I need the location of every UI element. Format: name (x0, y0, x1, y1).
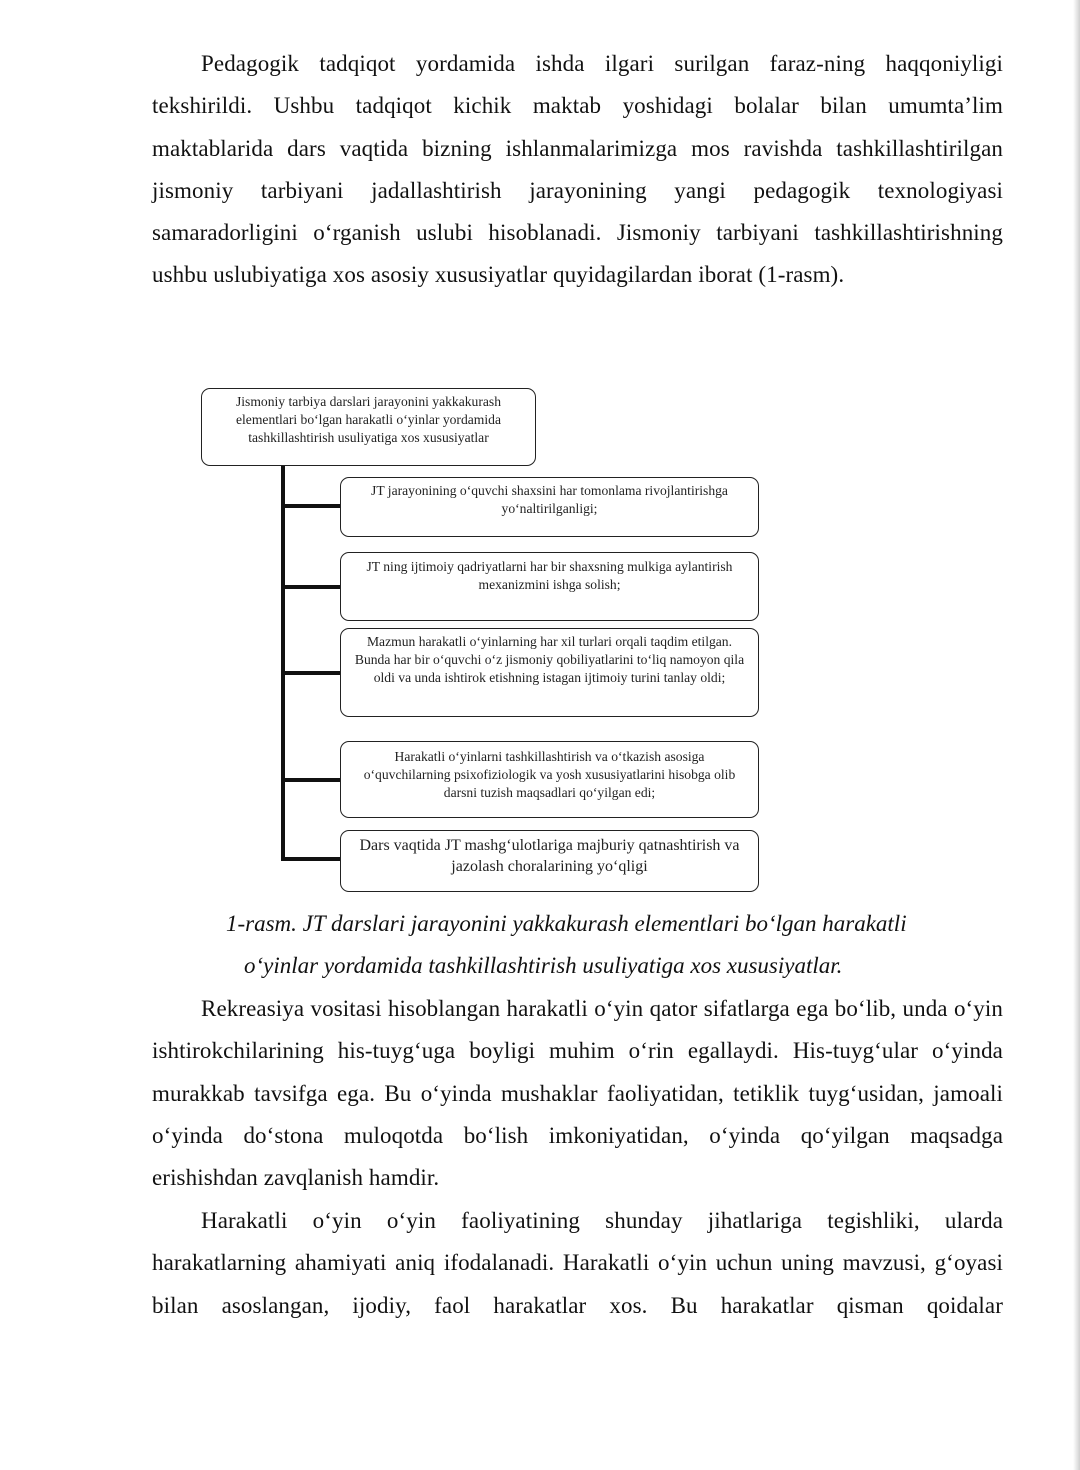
connector-branch-3 (281, 671, 341, 675)
connector-vertical (281, 466, 285, 860)
diagram-item-box-2: JT ning ijtimoiy qadriyatlarni har bir shaxsning mulkiga aylantirish mexanizmini ishga solish; (340, 552, 759, 621)
paragraph-recreation: Rekreasiya vositasi hisoblangan harakatli o‘yin qator sifatlarga ega bo‘lib, unda o‘yin ishtirokchilarining his-tuyg‘uga boyligi muhim o‘rin egallaydi. His-tuyg‘ular o‘yinda murakkab tavsifga ega. Bu o‘yinda mushaklar faoliyatidan, tetiklik tuyg‘usidan, jamoali o‘yinda do‘stona muloqotda bo‘lish imkoniyatidan, o‘yinda qo‘yilgan maqsadga erishishdan zavqlanish hamdir. (152, 996, 1003, 1191)
diagram-item-box-1: JT jarayonining o‘quvchi shaxsini har tomonlama rivojlantirishga yo‘naltirilganligi; (340, 477, 759, 537)
diagram-root-box: Jismoniy tarbiya darslari jarayonini yakkakurash elementlari bo‘lgan harakatli o‘yinlar yordamida tashkillashtirish usuliyatiga xos xususiyatlar (201, 388, 536, 466)
diagram-item-box-4: Harakatli o‘yinlarni tashkillashtirish va o‘tkazish asosiga o‘quvchilarning psixofiziologik va yosh xususiyatlarini hisobga olib darsni tuzish maqsadlari qo‘yilgan edi; (340, 741, 759, 818)
connector-branch-4 (281, 778, 341, 782)
page-edge (1073, 0, 1080, 1470)
paragraph-movement-games: Harakatli o‘yin o‘yin faoliyatining shunday jihatlariga tegishliki, ularda harakatlarning ahamiyati aniq ifodalanadi. Harakatli o‘yin uchun uning mavzusi, g‘oyasi bilan asoslangan, ijodiy, faol harakatlar xos. Bu harakatlar qisman qoidalar (152, 1208, 1003, 1318)
diagram-item-box-3: Mazmun harakatli o‘yinlarning har xil turlari orqali taqdim etilgan. Bunda har bir o‘quvchi o‘z jismoniy qobiliyatlarini to‘liq namoyon qila oldi va unda ishtirok etishning istagan ijtimoiy turini tanlay oldi; (340, 628, 759, 717)
connector-branch-2 (281, 585, 341, 589)
diagram-item-box-5: Dars vaqtida JT mashg‘ulotlariga majburiy qatnashtirish va jazolash choralarining yo‘qligi (340, 830, 759, 892)
figure-caption-line-1: 1-rasm. JT darslari jarayonini yakkakurash elementlari bo‘lgan harakatli (226, 911, 907, 936)
figure-caption-line-2: o‘yinlar yordamida tashkillashtirish usuliyatiga xos xususiyatlar. (244, 953, 843, 978)
paragraph-intro: Pedagogik tadqiqot yordamida ishda ilgari surilgan faraz-ning haqqoniyligi tekshirildi. Ushbu tadqiqot kichik maktab yoshidagi bolalar bilan umumta’lim maktablarida dars vaqtida bizning ishlanmalarimizga mos ravishda tashkillashtirilgan jismoniy tarbiyani jadallashtirish jarayonining yangi pedagogik texnologiyasi samaradorligini o‘rganish uslubi hisoblanadi. Jismoniy tarbiyani tashkillashtirishning ushbu uslubiyatiga xos asosiy xususiyatlar quyidagilardan iborat (1-rasm). (152, 51, 1003, 288)
connector-branch-1 (281, 504, 341, 508)
connector-branch-5 (281, 857, 341, 861)
